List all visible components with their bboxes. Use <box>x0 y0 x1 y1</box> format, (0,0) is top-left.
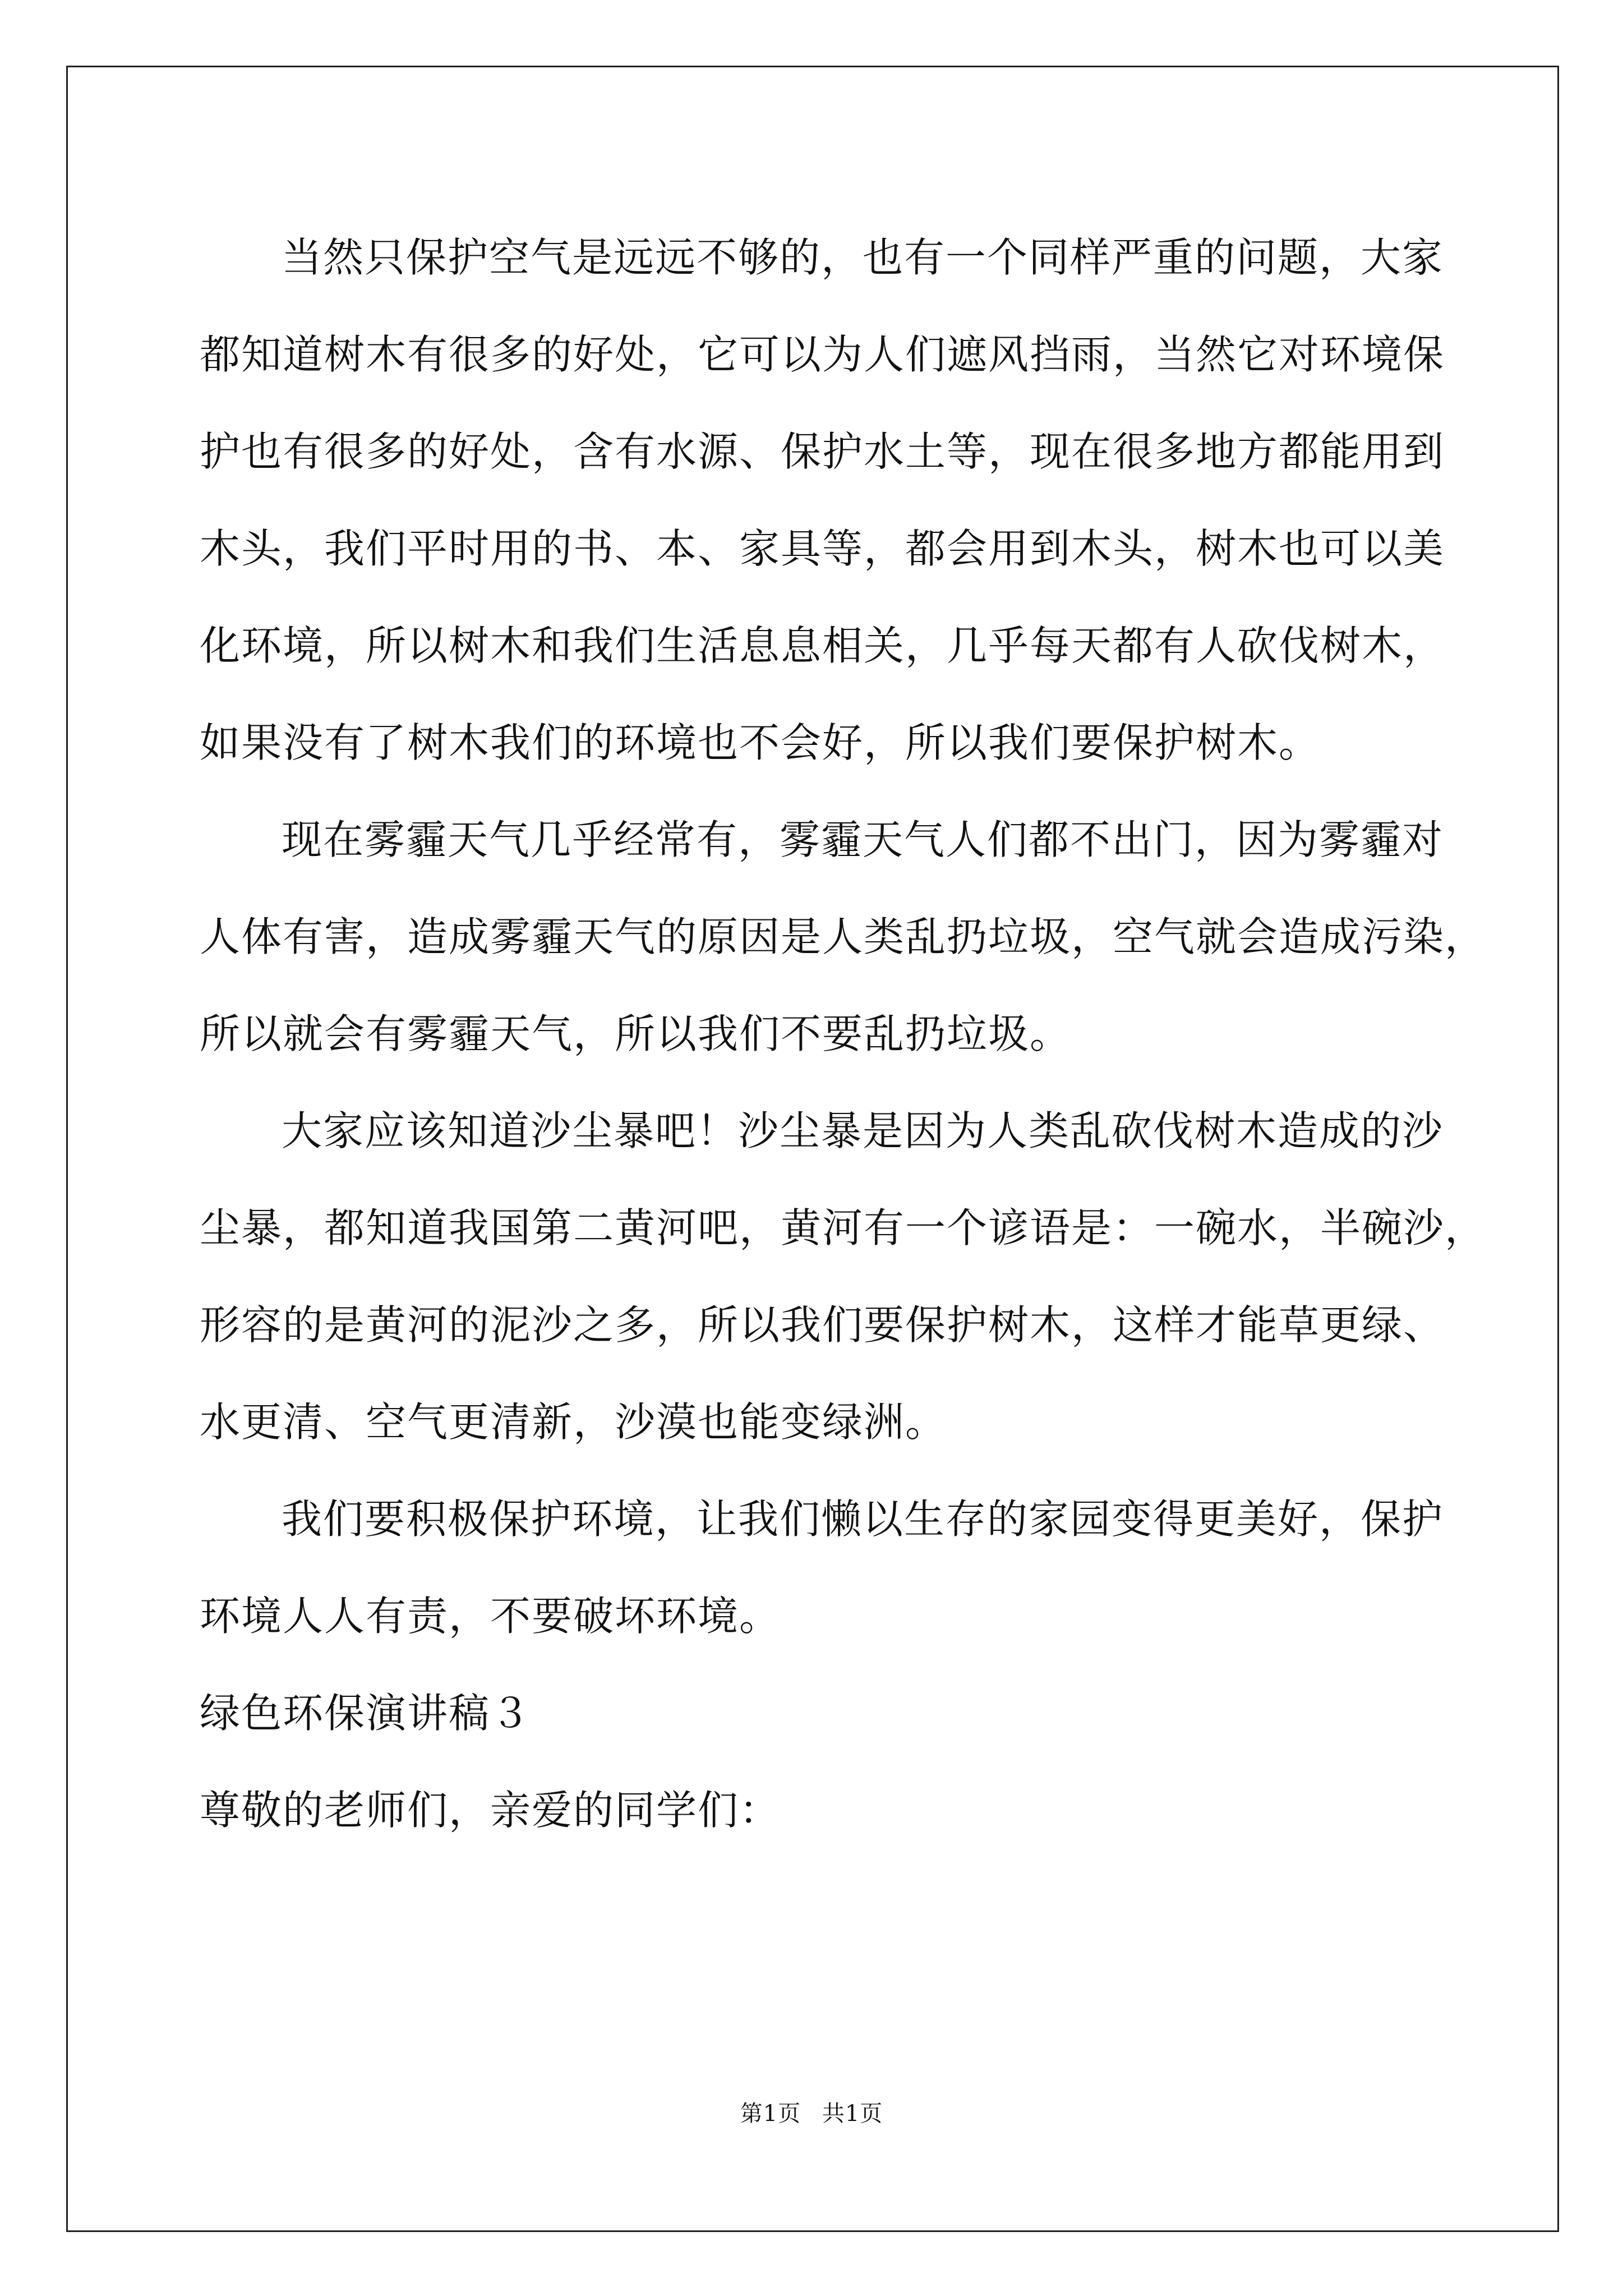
text-line: 当然只保护空气是远远不够的，也有一个同样严重的问题，大家 <box>282 234 1444 281</box>
text-line: 木头，我们平时用的书、本、家具等，都会用到木头，树木也可以美 <box>200 525 1445 572</box>
section-title-text: 绿色环保演讲稿３ <box>200 1690 532 1737</box>
text-line: 都知道树木有很多的好处，它可以为人们遮风挡雨，当然它对环境保 <box>200 331 1445 378</box>
section-title <box>200 1665 1456 1762</box>
text-line: 现在雾霾天气几乎经常有，雾霾天气人们都不出门，因为雾霾对 <box>282 816 1444 863</box>
text-line: 形容的是黄河的泥沙之多，所以我们要保护树木，这样才能草更绿、 <box>200 1301 1445 1349</box>
paragraph-smog <box>200 792 1487 1083</box>
salutation <box>200 1762 1456 1859</box>
text-line: 人体有害，造成雾霾天气的原因是人类乱扔垃圾，空气就会造成污染， <box>200 913 1487 960</box>
text-line: 大家应该知道沙尘暴吧！沙尘暴是因为人类乱砍伐树木造成的沙 <box>282 1107 1444 1154</box>
text-line: 尘暴，都知道我国第二黄河吧，黄河有一个谚语是：一碗水，半碗沙， <box>200 1204 1487 1251</box>
text-line: 护也有很多的好处，含有水源、保护水土等，现在很多地方都能用到 <box>200 428 1445 475</box>
salutation-text: 尊敬的老师们，亲爱的同学们： <box>200 1787 781 1834</box>
text-line: 环境人人有责，不要破坏环境。 <box>200 1593 781 1640</box>
paragraph-trees <box>200 209 1456 792</box>
paragraph-conclusion <box>200 1471 1456 1665</box>
document-body <box>200 209 1487 1859</box>
paragraph-sandstorm <box>200 1083 1487 1471</box>
total-pages-label: 共1页 <box>822 2101 883 2127</box>
text-line: 我们要积极保护环境，让我们懒以生存的家园变得更美好，保护 <box>282 1496 1444 1543</box>
page-footer <box>0 2097 1623 2131</box>
text-line: 化环境，所以树木和我们生活息息相关，几乎每天都有人砍伐树木， <box>200 622 1445 669</box>
text-line: 水更清、空气更清新，沙漠也能变绿洲。 <box>200 1398 947 1446</box>
text-line: 如果没有了树木我们的环境也不会好，所以我们要保护树木。 <box>200 719 1321 766</box>
current-page-label: 第1页 <box>740 2101 801 2127</box>
text-line: 所以就会有雾霾天气，所以我们不要乱扔垃圾。 <box>200 1010 1072 1057</box>
